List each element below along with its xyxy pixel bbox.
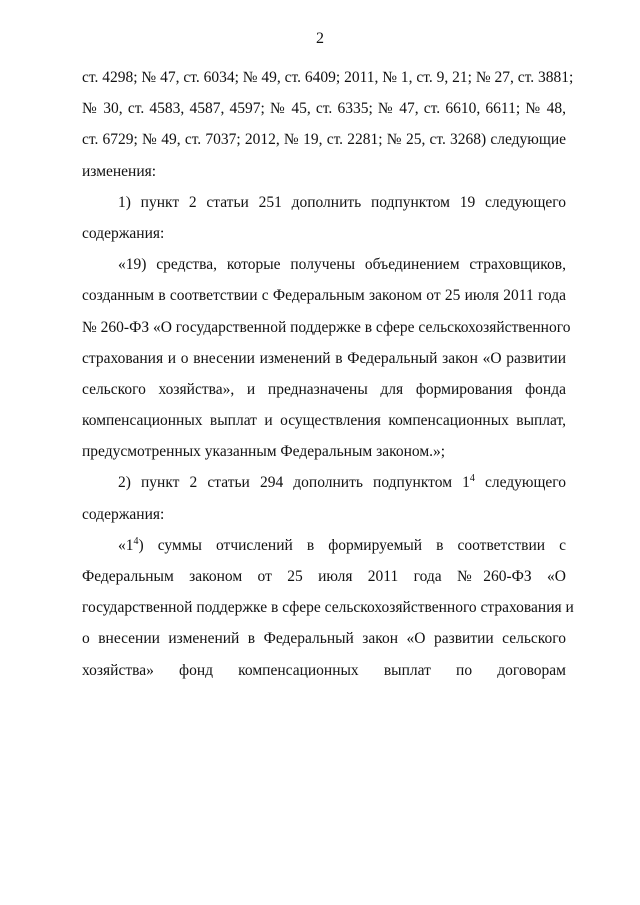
text-line: государственной поддержке в сфере сельскохозяйственного страхования и (82, 599, 574, 617)
page-number: 2 (316, 30, 324, 47)
text-line (82, 530, 566, 561)
text-line: компенсационных выплат и осуществления компенсационных выплат, (82, 412, 566, 430)
text-line: хозяйства» фонд компенсационных выплат по договорам (82, 661, 566, 679)
text-line: «19) средства, которые получены объединением страховщиков, (118, 256, 566, 274)
text-fragment: 2) пункт 2 статьи 294 дополнить подпунктом 1 (118, 474, 470, 492)
text-line: предусмотренных указанным Федеральным законом.»; (82, 443, 446, 461)
paragraph-subitem-1-4 (82, 530, 574, 686)
paragraph-item-2 (82, 467, 566, 529)
text-line: № 260-ФЗ «О государственной поддержке в сфере сельскохозяйственного (82, 318, 571, 336)
text-fragment: следующего (474, 474, 566, 492)
paragraph-citation-continuation (82, 62, 574, 187)
paragraph-item-1 (82, 187, 566, 249)
text-line: сельского хозяйства», и предназначены для формирования фонда (82, 380, 566, 398)
text-line: изменения: (82, 162, 157, 180)
text-line: содержания: (82, 224, 165, 242)
text-line: страхования и о внесении изменений в Федеральный закон «О развитии (82, 349, 566, 367)
text-line: ст. 4298; № 47, ст. 6034; № 49, ст. 6409; 2011, № 1, ст. 9, 21; № 27, ст. 3881; (82, 69, 574, 86)
superscript: 4 (133, 535, 139, 547)
text-line: о внесении изменений в Федеральный закон «О развитии сельского (82, 630, 566, 648)
paragraph-subitem-19 (82, 249, 571, 467)
text-line: ст. 6729; № 49, ст. 7037; 2012, № 19, ст. 2281; № 25, ст. 3268) следующие (82, 131, 566, 149)
text-line: 1) пункт 2 статьи 251 дополнить подпунктом 19 следующего (118, 193, 566, 211)
document-body (82, 62, 574, 686)
text-line: № 30, ст. 4583, 4587, 4597; № 45, ст. 6335; № 47, ст. 6610, 6611; № 48, (82, 100, 566, 118)
text-fragment: «1 (118, 536, 134, 554)
text-fragment: ) суммы отчислений в формируемый в соответствии с (138, 536, 566, 554)
text-line: содержания: (82, 505, 165, 523)
text-line (82, 467, 566, 498)
text-line: Федеральным законом от 25 июля 2011 года №260-ФЗ «О (82, 568, 566, 585)
text-line: созданным в соответствии с Федеральным законом от 25 июля 2011 года (82, 287, 566, 305)
superscript: 4 (469, 473, 475, 485)
